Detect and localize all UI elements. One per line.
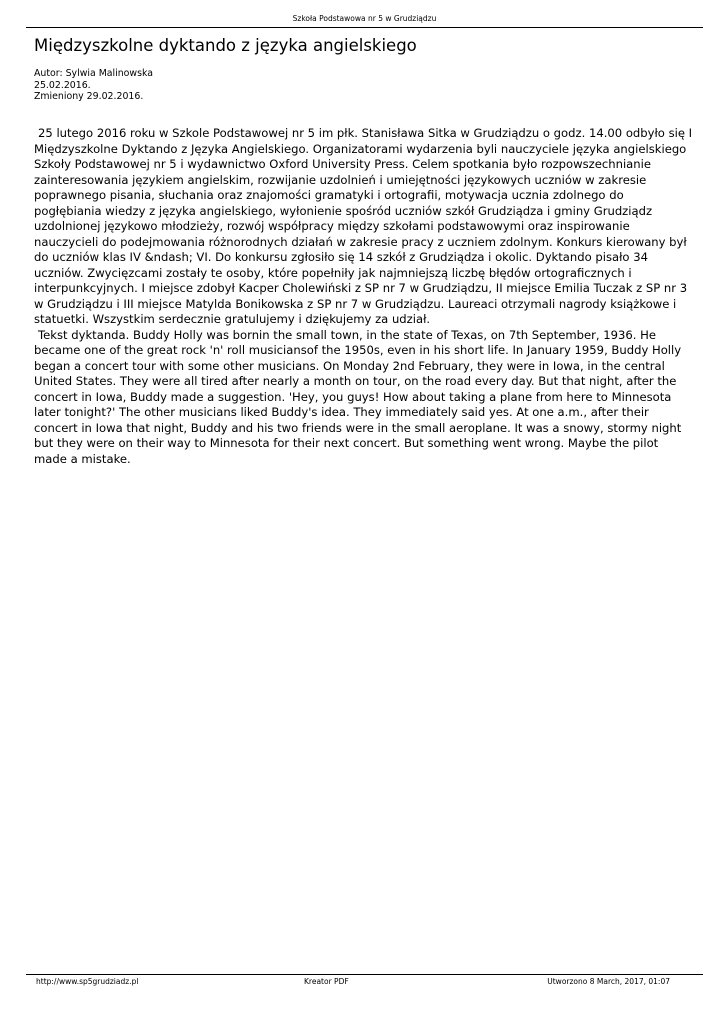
author-line: Autor: Sylwia Malinowska — [34, 68, 153, 79]
footer-generator: Kreator PDF — [304, 977, 349, 986]
modified-date: Zmieniony 29.02.2016. — [34, 91, 144, 102]
article-meta — [34, 68, 153, 103]
page-title: Międzyszkolne dyktando z języka angielskiego — [34, 36, 417, 55]
article-paragraph-intro: 25 lutego 2016 roku w Szkole Podstawowej nr 5 im płk. Stanisława Sitka w Grudziądzu o godz. 14.00 odbyło się I Międzyszkolne Dyktando z Języka Angielskiego. Organizatorami wydarzenia byli nauczyciele języka angielskiego Szkoły Podstawowej nr 5 i wydawnictwo Oxford University Press. Celem spotkania było rozpowszechnianie zainteresowania językiem angielskim, rozwijanie uzdolnień i umiejętności językowych uczniów w zakresie poprawnego pisania, słuchania oraz znajomości gramatyki i ortografii, motywacja ucznia zdolnego do pogłębiania wiedzy z języka angielskiego, wyłonienie spośród uczniów szkół Grudziądza i gminy Grudziądz uzdolnionej językowo młodzieży, rozwój współpracy między szkołami podstawowymi oraz inspirowanie nauczycieli do podejmowania różnorodnych działań w zakresie pracy z uczniem zdolnym. Konkurs kierowany był do uczniów klas IV &ndash; VI. Do konkursu zgłosiło się 14 szkół z Grudziądza i okolic. Dyktando pisało 34 uczniów. Zwycięzcami zostały te osoby, które popełniły jak najmniejszą liczbę błędów ortograficznych i interpunkcyjnych. I miejsce zdobył Kacper Cholewiński z SP nr 7 w Grudziądzu, II miejsce Emilia Tuczak z SP nr 3 w Grudziądzu i III miejsce Matylda Bonikowska z SP nr 7 w Grudziądzu. Laureaci otrzymali nagrody książkowe i statuetki. Wszystkim serdecznie gratulujemy i dziękujemy za udział. — [34, 126, 693, 326]
footer-url: http://www.sp5grudziadz.pl — [36, 977, 139, 986]
footer-divider — [26, 974, 703, 975]
page-footer — [36, 977, 670, 987]
article-body — [34, 126, 694, 467]
page-header: Szkoła Podstawowa nr 5 w Grudziądzu — [292, 14, 437, 23]
footer-created-date: Utworzono 8 March, 2017, 01:07 — [547, 977, 670, 986]
publish-date: 25.02.2016. — [34, 79, 91, 91]
header-divider — [26, 27, 703, 28]
article-paragraph-dictation: Tekst dyktanda. Buddy Holly was bornin the small town, in the state of Texas, on 7th September, 1936. He became one of the great rock 'n' roll musiciansof the 1950s, even in his short life. In January 1959, Buddy Holly began a concert tour with some other musicians. On Monday 2nd February, they were in Iowa, in the central United States. They were all tired after nearly a month on tour, on the road every day. But that night, after the concert in Iowa, Buddy made a suggestion. 'Hey, you guys! How about taking a plane from here to Minnesota later tonight?' The other musicians liked Buddy's idea. They immediately said yes. At one a.m., after their concert in Iowa that night, Buddy and his two friends were in the small aeroplane. It was a snowy, stormy night but they were on their way to Minnesota for their next concert. But something went wrong. Maybe the pilot made a mistake. — [34, 327, 682, 466]
